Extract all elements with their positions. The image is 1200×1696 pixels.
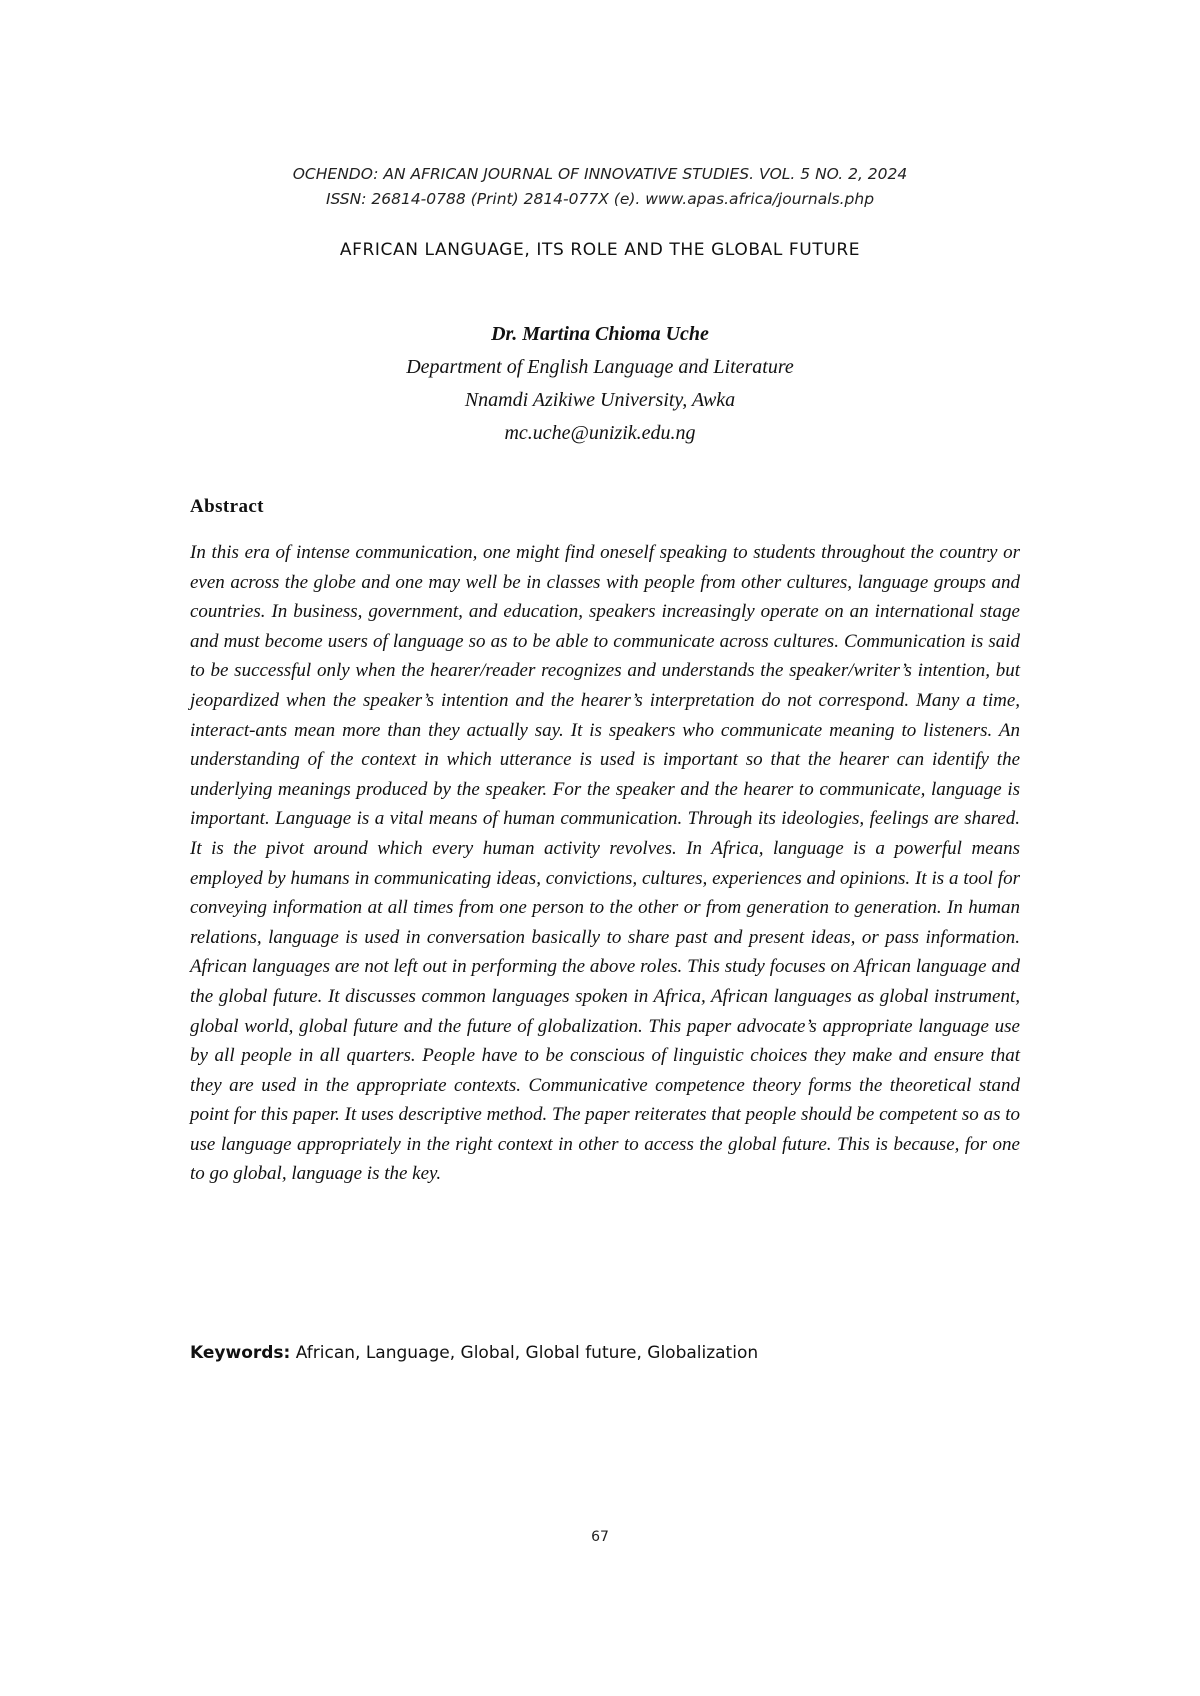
paper-title: AFRICAN LANGUAGE, ITS ROLE AND THE GLOBAL FUTURE: [339, 240, 861, 260]
author-block: [0, 318, 1200, 450]
abstract-heading: Abstract: [190, 496, 264, 517]
author-name: Dr. Martina Chioma Uche: [491, 323, 709, 345]
author-institution: Nnamdi Azikiwe University, Awka: [464, 389, 736, 411]
journal-header: [0, 162, 1200, 212]
journal-citation-line: OCHENDO: AN AFRICAN JOURNAL OF INNOVATIVE STUDIES. VOL. 5 NO. 2, 2024: [292, 165, 908, 183]
keywords-label: Keywords:: [190, 1343, 291, 1363]
keywords-line: [190, 1343, 758, 1363]
author-department: Department of English Language and Literature: [406, 356, 794, 378]
abstract-body: In this era of intense communication, one might find oneself speaking to students throughout the country or even across the globe and one may well be in classes with people from other cultures, language groups and countries. In business, government, and education, speakers increasingly operate on an international stage and must become users of language so as to be able to communicate across cultures. Communication is said to be successful only when the hearer/reader recognizes and understands the speaker/writer’s intention, but jeopardized when the speaker’s intention and the hearer’s interpretation do not correspond. Many a time, interact-ants mean more than they actually say. It is speakers who communicate meaning to listeners. An understanding of the context in which utterance is used is important so that the hearer can identify the underlying meanings produced by the speaker. For the speaker and the hearer to communicate, language is important. Language is a vital means of human communication. Through its ideologies, feelings are shared. It is the pivot around which every human activity revolves. In Africa, language is a powerful means employed by humans in communicating ideas, convictions, cultures, experiences and opinions. It is a tool for conveying information at all times from one person to the other or from generation to generation. In human relations, language is used in conversation basically to share past and present ideas, or pass information. African languages are not left out in performing the above roles. This study focuses on African language and the global future. It discusses common languages spoken in Africa, African languages as global instrument, global world, global future and the future of globalization. This paper advocate’s appropriate language use by all people in all quarters. People have to be conscious of linguistic choices they make and ensure that they are used in the appropriate contexts. Communicative competence theory forms the theoretical stand point for this paper. It uses descriptive method. The paper reiterates that people should be competent so as to use language appropriately in the right context in other to access the global future. This is because, for one to go global, language is the key.: [190, 542, 1020, 1185]
author-email: mc.uche@unizik.edu.ng: [504, 422, 696, 444]
keywords-value: African, Language, Global, Global future, Globalization: [290, 1343, 759, 1363]
journal-issn-line: ISSN: 26814-0788 (Print) 2814-077X (e). www.apas.africa/journals.php: [325, 190, 875, 208]
page-number: 67: [591, 1529, 609, 1545]
